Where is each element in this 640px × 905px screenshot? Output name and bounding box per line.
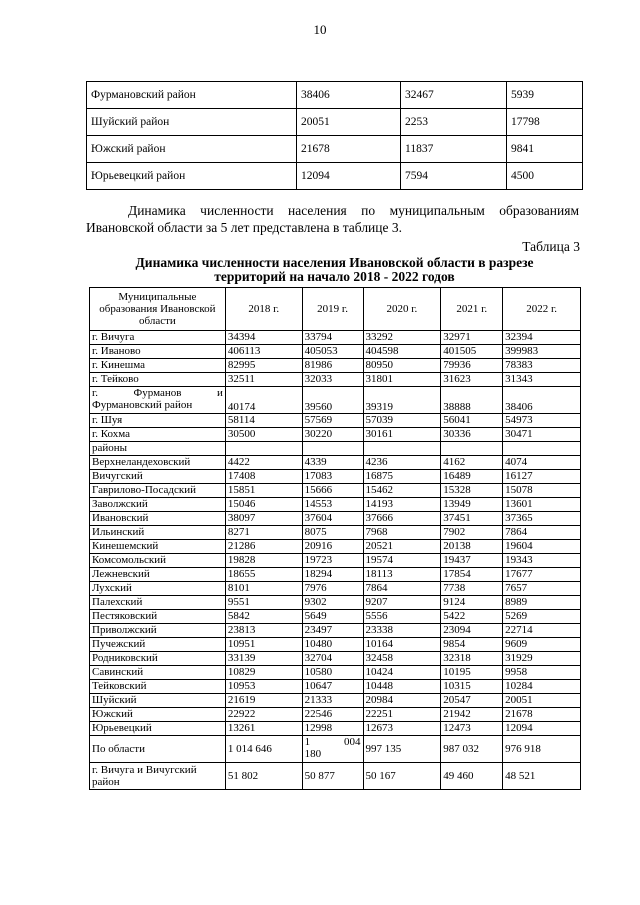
population-value: 16489 [441, 470, 503, 484]
value-line-2: 180 [304, 748, 322, 760]
header-year: 2018 г. [225, 288, 302, 331]
population-value: 10951 [225, 638, 302, 652]
empty-cell [363, 442, 441, 456]
table-cell: Юрьевецкий район [87, 163, 297, 190]
population-value: 10195 [441, 666, 503, 680]
population-value: 30220 [302, 428, 363, 442]
name-line-1 [92, 387, 223, 399]
population-value: 401505 [441, 345, 503, 359]
municipality-name: Палехский [90, 596, 226, 610]
population-value: 30500 [225, 428, 302, 442]
population-value: 54973 [503, 414, 581, 428]
table-row [90, 526, 581, 540]
caption-line-1: Динамика численности населения Ивановской области в разрезе [135, 255, 534, 270]
table-row [90, 554, 581, 568]
population-value: 23338 [363, 624, 441, 638]
population-value: 13601 [503, 498, 581, 512]
population-value: 17408 [225, 470, 302, 484]
population-value: 12673 [363, 722, 441, 736]
population-value: 21286 [225, 540, 302, 554]
municipality-name: Гаврилово-Посадский [90, 484, 226, 498]
population-value: 10953 [225, 680, 302, 694]
table-row [90, 331, 581, 345]
table-row [90, 414, 581, 428]
population-value: 15666 [302, 484, 363, 498]
population-value: 39319 [363, 387, 441, 414]
population-value: 22251 [363, 708, 441, 722]
population-value: 9124 [441, 596, 503, 610]
population-value: 40174 [225, 387, 302, 414]
population-value: 9854 [441, 638, 503, 652]
table-row [87, 82, 583, 109]
population-value: 23094 [441, 624, 503, 638]
population-value: 78383 [503, 359, 581, 373]
population-value: 51 802 [225, 763, 302, 790]
empty-cell [225, 442, 302, 456]
empty-cell [441, 442, 503, 456]
name-part: Фурманов [133, 387, 182, 399]
municipality-name: г. Кинешма [90, 359, 226, 373]
paragraph-line-1: Динамика численности населения по муниципальным образованиям [128, 203, 579, 218]
municipality-name: Родниковский [90, 652, 226, 666]
table-row [90, 582, 581, 596]
population-value: 38406 [503, 387, 581, 414]
population-value: 38888 [441, 387, 503, 414]
population-value: 14193 [363, 498, 441, 512]
population-value: 8271 [225, 526, 302, 540]
population-value: 7657 [503, 582, 581, 596]
population-value: 13261 [225, 722, 302, 736]
population-value: 10580 [302, 666, 363, 680]
population-value: 4422 [225, 456, 302, 470]
population-value: 9609 [503, 638, 581, 652]
population-value: 10829 [225, 666, 302, 680]
population-value: 56041 [441, 414, 503, 428]
population-value: 22546 [302, 708, 363, 722]
population-value: 20916 [302, 540, 363, 554]
table-row [90, 498, 581, 512]
population-value: 22714 [503, 624, 581, 638]
population-value: 7738 [441, 582, 503, 596]
population-value: 34394 [225, 331, 302, 345]
table-row [90, 680, 581, 694]
table-top-body [87, 82, 583, 190]
population-value: 1 014 646 [225, 736, 302, 763]
table-row [90, 763, 581, 790]
municipality-name: г. Кохма [90, 428, 226, 442]
table-cell: 2253 [401, 109, 507, 136]
population-value: 5422 [441, 610, 503, 624]
population-value: 31801 [363, 373, 441, 387]
population-value: 8075 [302, 526, 363, 540]
population-value: 19604 [503, 540, 581, 554]
value-part: 004 [344, 736, 361, 748]
header-year: 2020 г. [363, 288, 441, 331]
paragraph-line-2: Ивановской области за 5 лет представлена в таблице 3. [86, 220, 402, 235]
population-value: 19574 [363, 554, 441, 568]
table-top [86, 81, 583, 190]
population-value: 5556 [363, 610, 441, 624]
table-caption [86, 256, 583, 284]
population-value: 399983 [503, 345, 581, 359]
population-value: 7968 [363, 526, 441, 540]
population-value: 5842 [225, 610, 302, 624]
population-value: 7902 [441, 526, 503, 540]
population-value: 32033 [302, 373, 363, 387]
population-value: 23497 [302, 624, 363, 638]
table-row [90, 708, 581, 722]
name-line-1: г. Вичуга и Вичугский [92, 764, 197, 776]
table-cell: 9841 [507, 136, 583, 163]
population-value: 10647 [302, 680, 363, 694]
population-value: 48 521 [503, 763, 581, 790]
population-value: 4339 [302, 456, 363, 470]
population-value: 81986 [302, 359, 363, 373]
table-cell: Шуйский район [87, 109, 297, 136]
page-number: 10 [313, 22, 327, 37]
population-value: 37666 [363, 512, 441, 526]
population-value: 20051 [503, 694, 581, 708]
population-value: 19723 [302, 554, 363, 568]
municipality-name: Кинешемский [90, 540, 226, 554]
table-row [87, 136, 583, 163]
population-value: 9302 [302, 596, 363, 610]
municipality-name: Верхнеландеховский [90, 456, 226, 470]
table-row [87, 163, 583, 190]
table-cell: Южский район [87, 136, 297, 163]
population-value: 30471 [503, 428, 581, 442]
population-value: 33794 [302, 331, 363, 345]
municipality-name: г. Тейково [90, 373, 226, 387]
population-value: 405053 [302, 345, 363, 359]
table-row [90, 722, 581, 736]
population-value: 38097 [225, 512, 302, 526]
population-value: 32704 [302, 652, 363, 666]
population-value: 50 877 [302, 763, 363, 790]
table-row [90, 373, 581, 387]
population-value: 19343 [503, 554, 581, 568]
table-cell: 7594 [401, 163, 507, 190]
municipality-name: г. Иваново [90, 345, 226, 359]
empty-cell [503, 442, 581, 456]
municipality-name: г. Вичуга [90, 331, 226, 345]
municipality-name: Лухский [90, 582, 226, 596]
population-value: 15078 [503, 484, 581, 498]
table-row [90, 624, 581, 638]
name-line-2: район [92, 776, 120, 788]
table-row [90, 484, 581, 498]
municipality-name: Вичугский [90, 470, 226, 484]
table-cell: 38406 [297, 82, 401, 109]
population-value: 15328 [441, 484, 503, 498]
population-value: 4074 [503, 456, 581, 470]
municipality-name: Южский [90, 708, 226, 722]
municipality-name: Ивановский [90, 512, 226, 526]
population-value: 9958 [503, 666, 581, 680]
municipality-name: Приволжский [90, 624, 226, 638]
population-value: 32318 [441, 652, 503, 666]
municipality-name [90, 763, 226, 790]
population-table-body [90, 331, 581, 790]
table-row [90, 345, 581, 359]
total-label: По области [90, 736, 226, 763]
table-cell: 12094 [297, 163, 401, 190]
municipality-name: Тейковский [90, 680, 226, 694]
population-value: 18655 [225, 568, 302, 582]
table-row [90, 736, 581, 763]
table-label: Таблица 3 [522, 239, 580, 254]
population-value: 987 032 [441, 736, 503, 763]
header-year: 2021 г. [441, 288, 503, 331]
population-value: 30336 [441, 428, 503, 442]
population-table [89, 287, 581, 790]
population-value: 37365 [503, 512, 581, 526]
table-row [90, 638, 581, 652]
population-value: 15462 [363, 484, 441, 498]
header-row [90, 288, 581, 331]
population-value: 976 918 [503, 736, 581, 763]
table-cell: Фурмановский район [87, 82, 297, 109]
municipality-name: Лежневский [90, 568, 226, 582]
population-value: 17854 [441, 568, 503, 582]
value-part: 1 [304, 736, 311, 748]
population-value: 49 460 [441, 763, 503, 790]
population-value: 17677 [503, 568, 581, 582]
population-value: 19437 [441, 554, 503, 568]
population-value: 33292 [363, 331, 441, 345]
section-label: районы [90, 442, 226, 456]
population-value: 10284 [503, 680, 581, 694]
population-value: 57039 [363, 414, 441, 428]
population-value: 4236 [363, 456, 441, 470]
population-value: 12094 [503, 722, 581, 736]
population-value: 10480 [302, 638, 363, 652]
population-value: 10424 [363, 666, 441, 680]
population-value: 33139 [225, 652, 302, 666]
table-cell: 11837 [401, 136, 507, 163]
municipality-name: Юрьевецкий [90, 722, 226, 736]
header-year: 2022 г. [503, 288, 581, 331]
name-part: и [216, 387, 223, 399]
population-value: 31343 [503, 373, 581, 387]
population-value: 10164 [363, 638, 441, 652]
value-line-1 [305, 736, 361, 748]
name-part: г. [92, 387, 99, 399]
population-value: 18113 [363, 568, 441, 582]
table-row [90, 387, 581, 414]
population-value: 16875 [363, 470, 441, 484]
population-value: 14553 [302, 498, 363, 512]
population-value: 5649 [302, 610, 363, 624]
population-value: 30161 [363, 428, 441, 442]
population-value: 32511 [225, 373, 302, 387]
table-row [90, 428, 581, 442]
population-value: 8989 [503, 596, 581, 610]
population-value: 13949 [441, 498, 503, 512]
table-cell: 32467 [401, 82, 507, 109]
population-value: 10315 [441, 680, 503, 694]
table-row [90, 512, 581, 526]
paragraph [86, 202, 579, 236]
municipality-name: Шуйский [90, 694, 226, 708]
municipality-name [90, 387, 226, 414]
population-value: 39560 [302, 387, 363, 414]
table-row [90, 610, 581, 624]
population-value: 57569 [302, 414, 363, 428]
population-value: 406113 [225, 345, 302, 359]
population-value: 10448 [363, 680, 441, 694]
population-value: 5269 [503, 610, 581, 624]
municipality-name: Ильинский [90, 526, 226, 540]
table-row [90, 596, 581, 610]
municipality-name: Савинский [90, 666, 226, 680]
municipality-name: Пестяковский [90, 610, 226, 624]
table-row [90, 359, 581, 373]
table-cell: 17798 [507, 109, 583, 136]
population-value: 23813 [225, 624, 302, 638]
table-row [90, 442, 581, 456]
table-cell: 5939 [507, 82, 583, 109]
population-value: 20138 [441, 540, 503, 554]
table-row [90, 666, 581, 680]
population-value: 37451 [441, 512, 503, 526]
population-value: 21333 [302, 694, 363, 708]
population-value: 4162 [441, 456, 503, 470]
population-value: 15046 [225, 498, 302, 512]
population-value [302, 736, 363, 763]
population-value: 82995 [225, 359, 302, 373]
population-value: 997 135 [363, 736, 441, 763]
population-value: 31929 [503, 652, 581, 666]
table-cell: 20051 [297, 109, 401, 136]
population-value: 9551 [225, 596, 302, 610]
population-value: 20521 [363, 540, 441, 554]
table-row [90, 568, 581, 582]
caption-line-2: территорий на начало 2018 - 2022 годов [214, 269, 455, 284]
table-row [90, 694, 581, 708]
table-row [87, 109, 583, 136]
population-value: 19828 [225, 554, 302, 568]
population-value: 7864 [363, 582, 441, 596]
population-value: 9207 [363, 596, 441, 610]
population-value: 21678 [503, 708, 581, 722]
population-value: 80950 [363, 359, 441, 373]
population-value: 22922 [225, 708, 302, 722]
municipality-name: г. Шуя [90, 414, 226, 428]
population-value: 37604 [302, 512, 363, 526]
population-value: 16127 [503, 470, 581, 484]
population-value: 18294 [302, 568, 363, 582]
population-value: 20547 [441, 694, 503, 708]
table-row [90, 470, 581, 484]
population-value: 32458 [363, 652, 441, 666]
population-value: 12473 [441, 722, 503, 736]
population-value: 32394 [503, 331, 581, 345]
population-value: 79936 [441, 359, 503, 373]
municipality-name: Заволжский [90, 498, 226, 512]
population-value: 7864 [503, 526, 581, 540]
population-value: 17083 [302, 470, 363, 484]
table-row [90, 652, 581, 666]
empty-cell [302, 442, 363, 456]
population-value: 7976 [302, 582, 363, 596]
population-value: 15851 [225, 484, 302, 498]
population-value: 12998 [302, 722, 363, 736]
table-cell: 4500 [507, 163, 583, 190]
population-value: 50 167 [363, 763, 441, 790]
population-value: 20984 [363, 694, 441, 708]
name-line-2: Фурмановский район [92, 399, 193, 411]
header-municipality: Муниципальные образования Ивановской области [90, 288, 226, 331]
population-value: 31623 [441, 373, 503, 387]
population-value: 404598 [363, 345, 441, 359]
table-row [90, 456, 581, 470]
population-value: 21619 [225, 694, 302, 708]
municipality-name: Комсомольский [90, 554, 226, 568]
population-value: 21942 [441, 708, 503, 722]
table-cell: 21678 [297, 136, 401, 163]
population-value: 8101 [225, 582, 302, 596]
population-value: 32971 [441, 331, 503, 345]
municipality-name: Пучежский [90, 638, 226, 652]
header-year: 2019 г. [302, 288, 363, 331]
population-value: 58114 [225, 414, 302, 428]
table-row [90, 540, 581, 554]
